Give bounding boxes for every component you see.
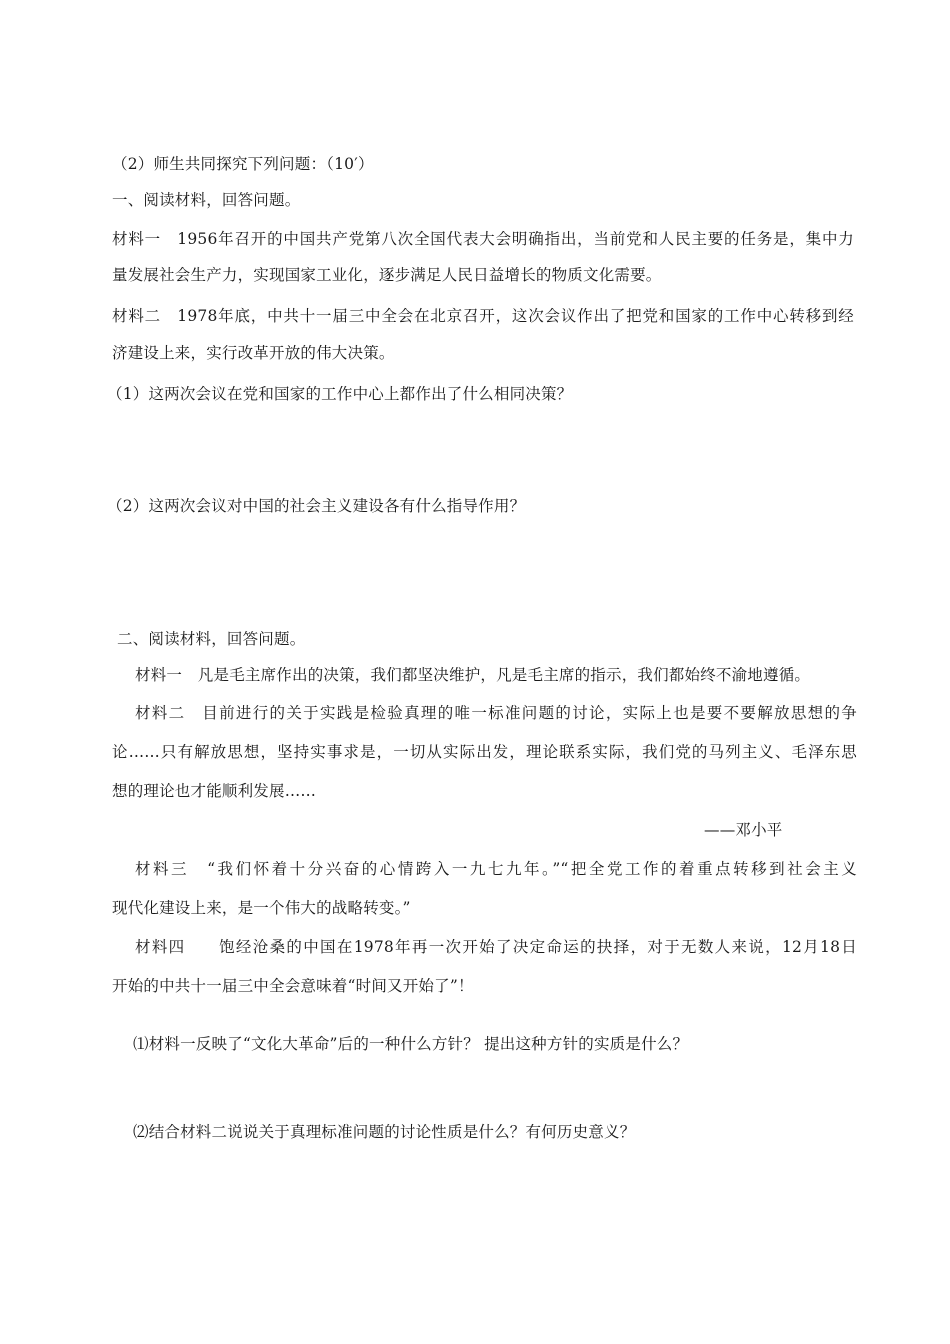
section2-material2-line1: 材料二 目前进行的关于实践是检验真理的唯一标准问题的讨论，实际上也是要不要解放思想的争: [135, 704, 857, 722]
section1-material1-line1: 材料一 1956年召开的中国共产党第八次全国代表大会明确指出，当前党和人民主要的任务是，集中力: [112, 230, 854, 248]
section2-material3-line2: 现代化建设上来，是一个伟大的战略转变。”: [112, 899, 411, 917]
section2-material4-line1: 材料四 饱经沧桑的中国在1978年再一次开始了决定命运的抉择，对于无数人来说，12月18日: [135, 938, 857, 956]
section2-material3-line1: 材料三 “我们怀着十分兴奋的心情跨入一九七九年。”“把全党工作的着重点转移到社会主义: [135, 860, 857, 878]
section2-title: 二、阅读材料，回答问题。: [117, 630, 306, 648]
section1-title: 一、阅读材料，回答问题。: [112, 191, 301, 209]
section2-material2-line2: 论……只有解放思想，坚持实事求是，一切从实际出发，理论联系实际，我们党的马列主义、毛泽东思: [112, 743, 857, 761]
section1-material2-line1: 材料二 1978年底，中共十一届三中全会在北京召开，这次会议作出了把党和国家的工作中心转移到经: [112, 307, 854, 325]
section1-question2: （2）这两次会议对中国的社会主义建设各有什么指导作用？: [107, 497, 526, 515]
section2-material2-source: ——邓小平: [704, 821, 783, 839]
section1-material1-line2: 量发展社会生产力，实现国家工业化，逐步满足人民日益增长的物质文化需要。: [112, 266, 662, 284]
section1-question1: （1）这两次会议在党和国家的工作中心上都作出了什么相同决策？: [107, 385, 573, 403]
section2-material4-line2: 开始的中共十一届三中全会意味着“时间又开始了”！: [112, 977, 474, 995]
section2-material2-line3: 想的理论也才能顺利发展……: [112, 782, 317, 800]
section2-question2: ⑵结合材料二说说关于真理标准问题的讨论性质是什么？有何历史意义？: [133, 1123, 636, 1141]
section1-material2-line2: 济建设上来，实行改革开放的伟大决策。: [112, 344, 395, 362]
section2-material1: 材料一 凡是毛主席作出的决策，我们都坚决维护，凡是毛主席的指示，我们都始终不渝地遵循。: [135, 666, 811, 684]
section2-question1: ⑴材料一反映了“文化大革命”后的一种什么方针？ 提出这种方针的实质是什么？: [133, 1035, 689, 1053]
part-heading: （2）师生共同探究下列问题：（10′）: [112, 155, 374, 173]
